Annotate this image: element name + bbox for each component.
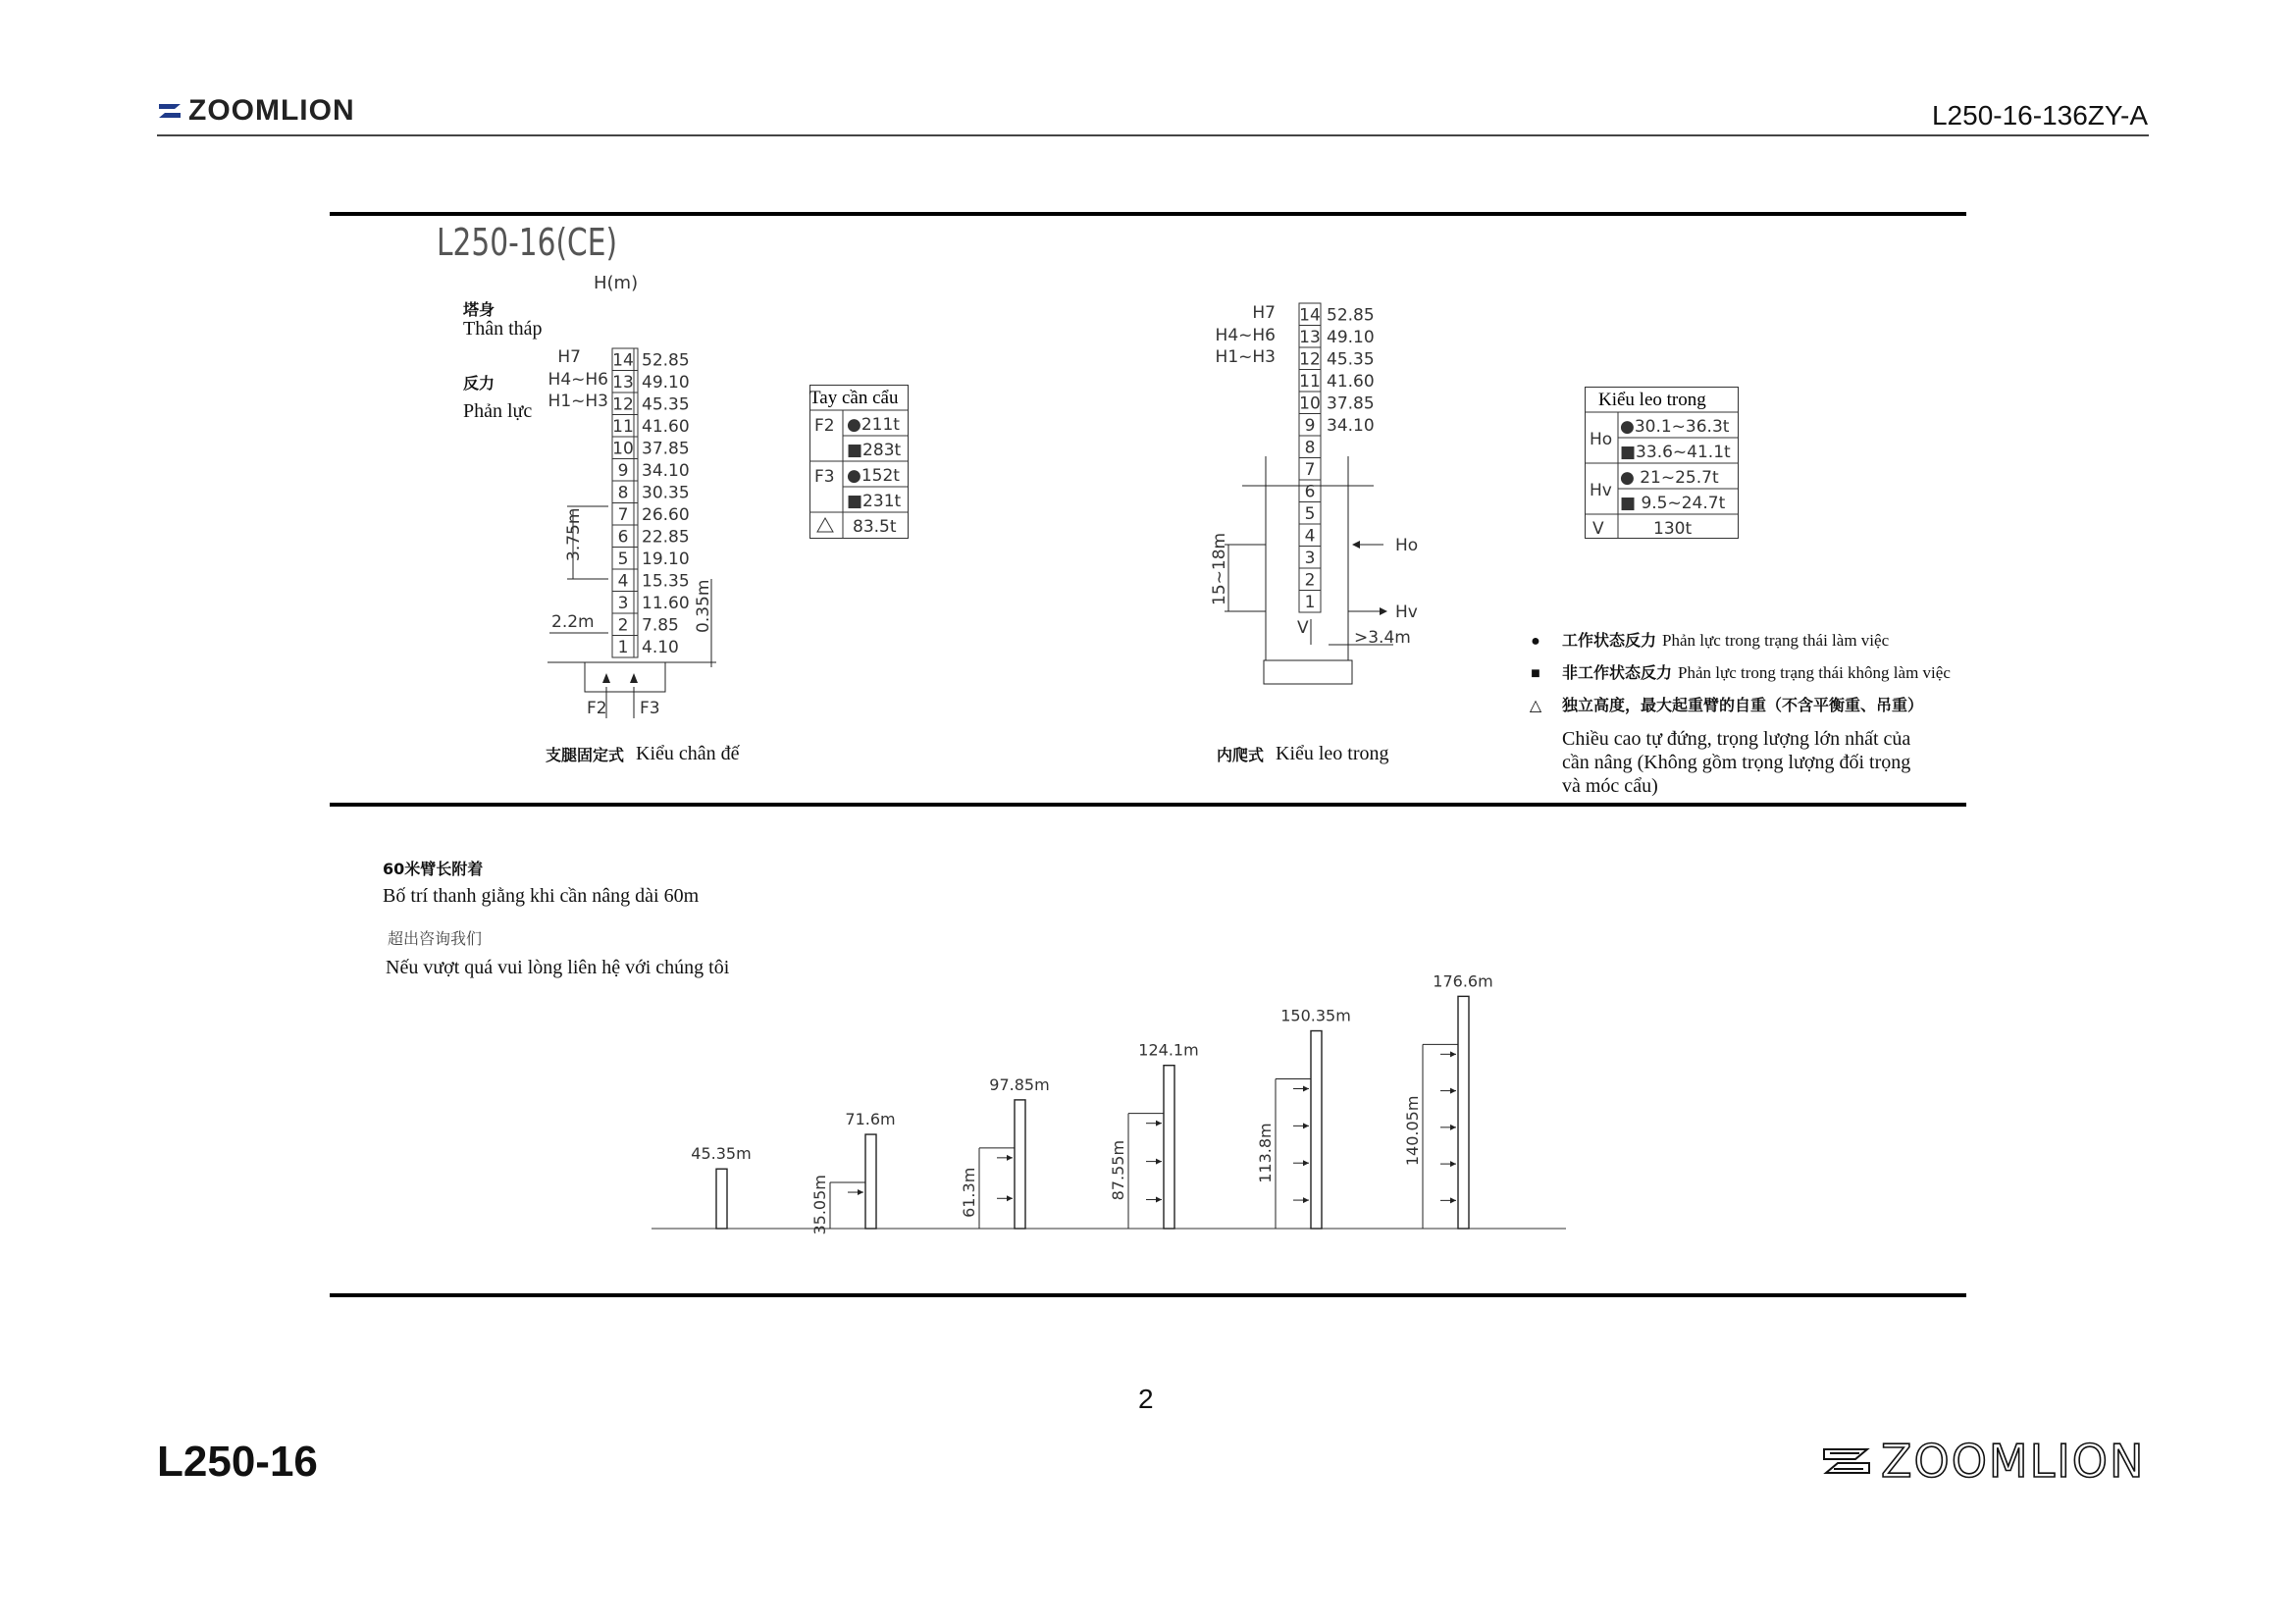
reaction-table-fixed [809, 385, 910, 542]
label-h4-h6: H4~H6 [548, 370, 608, 390]
tower-section-edge [634, 437, 638, 459]
section-height: 37.85 [642, 439, 690, 459]
section-number: 7 [1304, 460, 1316, 480]
legend-cn: 工作状态反力 [1562, 631, 1657, 650]
tie-arrow-head [1007, 1155, 1013, 1161]
table1-f3-key: F3 [814, 467, 835, 487]
ho-label: Ho [1395, 536, 1419, 555]
tower-top-height: 176.6m [1433, 971, 1493, 991]
section-number: 6 [617, 527, 629, 548]
tie-arrow-head [1450, 1197, 1456, 1203]
table2-hv-key: Hv [1590, 481, 1612, 500]
tie-arrow-head [1450, 1125, 1456, 1130]
section-height: 52.85 [642, 350, 690, 371]
tower-top-height: 45.35m [691, 1144, 752, 1164]
base-width-dim: 2.2m [551, 612, 595, 632]
section-number: 12 [612, 394, 634, 415]
section-number: 8 [617, 483, 629, 503]
section-number: 4 [1304, 526, 1316, 547]
footer-logo [1820, 1435, 2145, 1488]
anchorage-note-cn: 超出咨询我们 [388, 929, 483, 948]
tower-section-edge [634, 371, 638, 393]
section-height: 26.60 [642, 505, 690, 525]
self-weight-icon: △ [1529, 698, 1542, 714]
model-title: L250-16(CE) [437, 221, 618, 264]
anchor-height: 87.55m [1109, 1139, 1127, 1201]
climb-label-h4-h6: H4~H6 [1215, 326, 1276, 345]
table2-v-value: 130t [1653, 519, 1693, 539]
tie-arrow-head [1303, 1197, 1309, 1203]
section-height: 45.35 [642, 394, 690, 415]
tower-mast [716, 1169, 727, 1229]
table2-v-key: V [1592, 519, 1604, 539]
range-dim: 15~18m [1210, 532, 1229, 605]
section-height: 45.35 [1327, 349, 1375, 370]
tower-mast [865, 1134, 876, 1229]
tower-top-height: 97.85m [989, 1074, 1050, 1094]
tower-top-height: 150.35m [1280, 1006, 1351, 1025]
header-rule [157, 134, 2149, 136]
table2-hv-nonworking: ■ 9.5~24.7t [1620, 494, 1726, 513]
section-top-rule [330, 212, 1966, 216]
zoomlion-logo [157, 94, 355, 128]
section-number: 1 [617, 638, 629, 657]
section-height: 52.85 [1327, 305, 1375, 326]
table2-ho-key: Ho [1590, 430, 1613, 449]
reaction-table-climbing [1585, 387, 1742, 544]
tie-arrow-head [1450, 1088, 1456, 1094]
fixed-type-cn: 支腿固定式 [546, 746, 625, 764]
section-number: 2 [1304, 570, 1316, 591]
zoomlion-logo-icon [1820, 1441, 1873, 1481]
section-number: 10 [612, 439, 634, 459]
table1-f2-working: ●211t [847, 415, 900, 435]
legend-note-line: cần nâng (Không gồm trọng lượng đối trọng [1562, 752, 1911, 773]
section-middle-rule [330, 803, 1966, 807]
footer-brand-text: ZOOMLION [1881, 1435, 2146, 1488]
section-height: 4.10 [642, 638, 679, 657]
v-label: V [1297, 618, 1309, 638]
fixed-type-vi: Kiểu chân đế [636, 743, 740, 764]
legend-symbol: ■ [1531, 665, 1540, 682]
section-height: 49.10 [642, 373, 690, 393]
anchorage-towers [691, 971, 1492, 1234]
section-height: 19.10 [642, 550, 690, 569]
section-number: 5 [617, 550, 629, 569]
label-h1-h3: H1~H3 [548, 392, 608, 411]
tower-section-edge [634, 459, 638, 482]
f3-label: F3 [640, 699, 660, 718]
section-number: 3 [617, 594, 629, 613]
reaction-label-cn: 反力 [463, 374, 496, 393]
tower-section-edge [634, 548, 638, 570]
reaction-label-vi: Phản lực [463, 400, 533, 422]
tie-arrow-head [1007, 1195, 1013, 1201]
table1-f3-working: ●152t [847, 466, 900, 486]
climb-foundation [1264, 660, 1352, 684]
anchor-height: 113.8m [1256, 1123, 1275, 1183]
section-height: 34.10 [1327, 416, 1375, 436]
tower-mast [1164, 1066, 1174, 1229]
section-number: 12 [1299, 349, 1321, 370]
climbing-tower-diagram [1207, 299, 1419, 692]
climbing-type-cn: 内爬式 [1217, 746, 1265, 764]
f3-arrow-head [630, 673, 638, 683]
climb-label-h7: H7 [1252, 303, 1276, 323]
legend-vi: Phản lực trong trạng thái làm việc [1662, 631, 1890, 650]
tie-arrow-head [1156, 1121, 1162, 1126]
tower-section-edge [634, 393, 638, 415]
page-number: 2 [1138, 1384, 1154, 1414]
section-height: 22.85 [642, 527, 690, 548]
section-height: 7.85 [642, 615, 679, 636]
self-weight-icon [817, 518, 833, 532]
tie-arrow-head [1303, 1160, 1309, 1166]
anchorage-title-cn: 60米臂长附着 [383, 860, 484, 878]
section-number: 4 [617, 571, 629, 592]
table2-ho-working: ●30.1~36.3t [1620, 417, 1730, 437]
section-number: 1 [1304, 593, 1316, 612]
document-code: L250-16-136ZY-A [1931, 100, 2148, 131]
tower-section-edge [634, 592, 638, 614]
section-number: 9 [617, 461, 629, 481]
tower-label-vi: Thân tháp [463, 318, 543, 340]
tie-arrow-head [1156, 1159, 1162, 1165]
tower-section-edge [634, 348, 638, 371]
tower-mast [1015, 1100, 1025, 1229]
hv-label: Hv [1395, 602, 1418, 622]
section-height: 34.10 [642, 461, 690, 481]
section-height: 41.60 [642, 417, 690, 437]
fixed-tower-sections [612, 348, 690, 657]
section-number: 10 [1299, 393, 1321, 414]
legend-symbol: ● [1531, 633, 1540, 650]
hv-arrow-head [1380, 607, 1387, 615]
section-length-dim: 3.75m [564, 507, 584, 561]
section-height: 30.35 [642, 483, 690, 503]
table2-ho-nonworking: ■33.6~41.1t [1620, 443, 1731, 462]
legend-note-line: Chiều cao tự đứng, trọng lượng lớn nhất của [1562, 728, 1911, 750]
anchor-height: 61.3m [960, 1167, 978, 1218]
section-number: 9 [1304, 416, 1316, 436]
legend-item [1527, 628, 1951, 651]
section-number: 13 [612, 373, 634, 393]
zoomlion-logo-icon [157, 100, 183, 122]
legend-item [1527, 660, 1951, 683]
tower-mast [1458, 996, 1469, 1229]
legend-note-line: và móc cẩu) [1562, 775, 1658, 797]
section-number: 14 [612, 350, 634, 371]
legend-note [1562, 727, 1951, 798]
fixed-base-tower-diagram [530, 334, 746, 726]
tower-top-height: 71.6m [845, 1110, 896, 1129]
gap-dim: >3.4m [1354, 628, 1411, 648]
anchor-height: 140.05m [1403, 1095, 1422, 1167]
climbing-tower-sections [1299, 303, 1375, 612]
offset-dim: 0.35m [694, 579, 713, 633]
tower-section-edge [634, 636, 638, 658]
legend-cn: 独立高度，最大起重臂的自重（不含平衡重、吊重） [1562, 696, 1924, 714]
tower-section-edge [634, 525, 638, 548]
tie-arrow-head [1303, 1123, 1309, 1128]
section-height: 49.10 [1327, 328, 1375, 347]
section-number: 14 [1299, 305, 1321, 326]
legend-item [1527, 693, 1951, 715]
legend [1527, 628, 1951, 798]
footer-model: L250-16 [157, 1438, 318, 1486]
section-number: 5 [1304, 504, 1316, 524]
section-number: 13 [1299, 328, 1321, 347]
section-height: 37.85 [1327, 393, 1375, 414]
tower-section-edge [634, 415, 638, 438]
tower-section-edge [634, 503, 638, 526]
foundation [585, 662, 665, 692]
brand-text: ZOOMLION [188, 94, 355, 127]
tower-label-cn: 塔身 [463, 300, 496, 319]
table1-self-weight: 83.5t [853, 517, 897, 537]
anchorage-layout-diagram [638, 942, 1580, 1236]
section-number: 3 [1304, 549, 1316, 568]
table1-f3-nonworking: ■231t [847, 492, 902, 511]
section-number: 11 [1299, 372, 1321, 392]
table2-title: Kiểu leo trong [1598, 390, 1706, 410]
climbing-type-vi: Kiểu leo trong [1276, 743, 1389, 764]
tie-arrow-head [858, 1189, 863, 1195]
anchor-height: 35.05m [810, 1175, 829, 1235]
table2-hv-working: ● 21~25.7t [1620, 468, 1719, 488]
section-height: 11.60 [642, 594, 690, 613]
tower-section-edge [634, 613, 638, 636]
legend-cn: 非工作状态反力 [1562, 663, 1673, 682]
height-unit-label: H(m) [594, 273, 639, 293]
section-bottom-rule [330, 1293, 1966, 1297]
tie-arrow-head [1450, 1161, 1456, 1167]
section-number: 8 [1304, 438, 1316, 458]
anchorage-title-vi: Bố trí thanh giằng khi cần nâng dài 60m [383, 885, 700, 907]
table1-f2-key: F2 [814, 416, 835, 436]
section-number: 2 [617, 615, 629, 636]
section-number: 6 [1304, 482, 1316, 502]
tie-arrow-head [1303, 1086, 1309, 1092]
tie-arrow-head [1156, 1197, 1162, 1203]
tower-top-height: 124.1m [1138, 1040, 1199, 1060]
anchorage-note-vi: Nếu vượt quá vui lòng liên hệ với chúng tôi [386, 957, 730, 978]
tower-section-edge [634, 569, 638, 592]
tower-mast [1311, 1031, 1322, 1229]
label-h7: H7 [557, 347, 581, 367]
climb-label-h1-h3: H1~H3 [1215, 347, 1276, 367]
legend-vi: Phản lực trong trạng thái không làm việc [1678, 663, 1951, 682]
table1-title: Tay cần cẩu [809, 388, 899, 408]
fixed-tower-labels [548, 347, 608, 411]
section-height: 41.60 [1327, 372, 1375, 392]
table1-f2-nonworking: ■283t [847, 441, 902, 460]
tie-arrow-head [1450, 1051, 1456, 1057]
f2-label: F2 [587, 699, 607, 718]
section-height: 15.35 [642, 571, 690, 592]
ho-arrow-head [1352, 541, 1360, 549]
section-number: 11 [612, 417, 634, 437]
section-number: 7 [617, 505, 629, 525]
f2-arrow-head [602, 673, 610, 683]
tower-section-edge [634, 481, 638, 503]
